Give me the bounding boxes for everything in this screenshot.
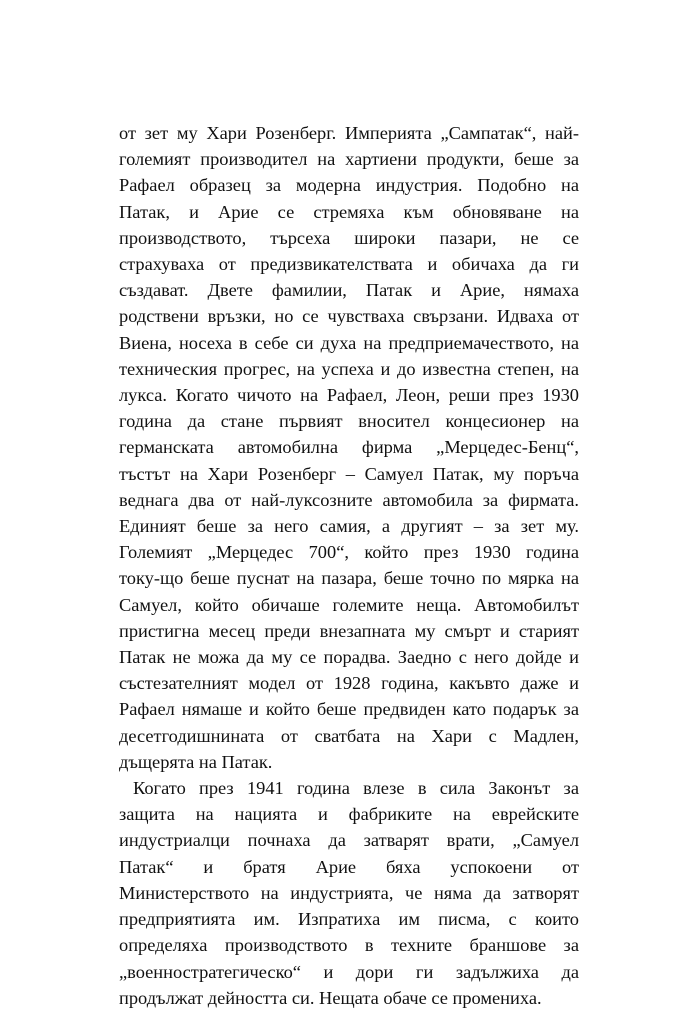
text-line: големият производител на хартиени продукти, беше за — [119, 149, 579, 170]
text-line: току-що беше пуснат на пазара, беше точно по мярка на — [119, 568, 579, 589]
text-line: Рафаел образец за модерна индустрия. Подобно на — [119, 175, 579, 196]
text-line: производството, търсеха широки пазари, не се — [119, 227, 579, 248]
text-line: предприятията им. Изпратиха им писма, с които — [119, 909, 579, 930]
text-line: създават. Двете фамилии, Патак и Арие, нямаха — [119, 280, 579, 301]
paragraph-2 — [119, 775, 579, 1011]
text-line: германската автомобилна фирма „Мерцедес-Бенц“, — [119, 437, 579, 458]
text-line: веднага два от най-луксозните автомобила за фирмата. — [119, 489, 579, 510]
text-line: продължат дейността си. Нещата обаче се промениха. — [119, 987, 542, 1008]
text-line: техническия прогрес, на успеха и до известна степен, на — [119, 358, 579, 379]
text-line: от зет му Хари Розенберг. Империята „Сампатак“, най- — [119, 123, 579, 143]
text-line: десетгодишнината от сватбата на Хари с Мадлен, — [119, 725, 579, 746]
text-line: Самуел, който обичаше големите неща. Автомобилът — [119, 594, 579, 615]
text-line: страхуваха от предизвикателствата и обичаха да ги — [119, 254, 579, 275]
text-line: състезателният модел от 1928 година, какъвто даже и — [119, 673, 579, 694]
text-line: Когато през 1941 година влезе в сила Законът за — [133, 778, 579, 799]
text-line: индустриалци почнаха да затварят врати, „Самуел — [119, 830, 579, 851]
text-line: Виена, носеха в себе си духа на предприемачеството, на — [119, 332, 579, 353]
text-line: тъстът на Хари Розенберг – Самуел Патак, му поръча — [119, 463, 579, 484]
text-line: Министерството на индустрията, че няма да затворят — [119, 882, 579, 903]
text-line: Патак“ и братя Арие бяха успокоени от — [119, 856, 579, 877]
text-line: лукса. Когато чичото на Рафаел, Леон, реши през 1930 — [119, 385, 579, 406]
text-line: Рафаел нямаше и който беше предвиден като подарък за — [119, 699, 579, 720]
text-line: родствени връзки, но се чувстваха свързани. Идваха от — [119, 306, 579, 327]
text-line: година да стане първият вносител концесионер на — [119, 411, 579, 432]
text-line: Патак не можа да му се порадва. Заедно с него дойде и — [119, 647, 579, 668]
text-line: пристигна месец преди внезапната му смърт и старият — [119, 620, 579, 641]
text-line: определяха производството в техните браншове за — [119, 935, 579, 956]
paragraph-1 — [119, 120, 579, 775]
text-line: „военностратегическо“ и дори ги задължиха да — [119, 961, 579, 982]
text-line: Големият „Мерцедес 700“, който през 1930 година — [119, 542, 579, 563]
text-line: Единият беше за него самия, а другият – за зет му. — [119, 516, 579, 537]
text-line: Патак, и Арие се стремяха към обновяване на — [119, 201, 579, 222]
text-line: дъщерята на Патак. — [119, 751, 273, 772]
body-text — [119, 120, 579, 1011]
text-line: защита на нацията и фабриките на еврейските — [119, 804, 579, 825]
